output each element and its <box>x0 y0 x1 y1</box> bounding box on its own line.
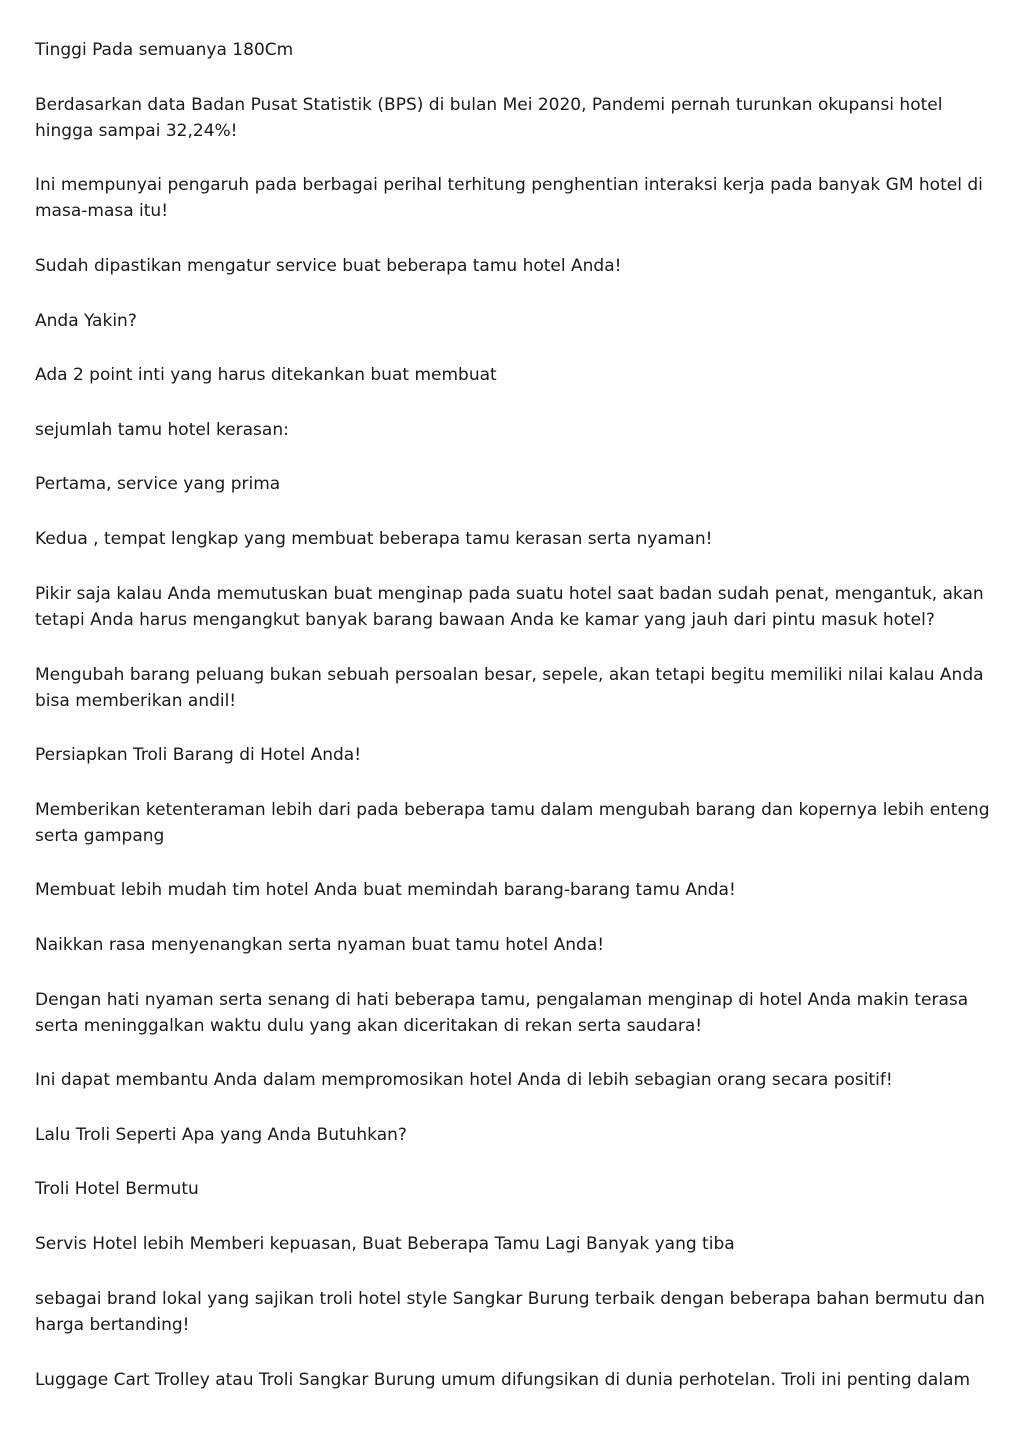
paragraph-quality-trolley: Troli Hotel Bermutu <box>35 1179 199 1199</box>
paragraph-benefit-comfort: Memberikan ketenteraman lebih dari pada beberapa tamu dalam mengubah barang dan kopernya lebih enteng serta gampang <box>35 800 990 846</box>
paragraph-bps-statistic: Berdasarkan data Badan Pusat Statistik (BPS) di bulan Mei 2020, Pandemi pernah turunkan okupansi hotel hingga sampai 32,24%! <box>35 95 943 141</box>
paragraph-promotion: Ini dapat membantu Anda dalam mempromosikan hotel Anda di lebih sebagian orang secara positif! <box>35 1070 893 1090</box>
paragraph-experience: Dengan hati nyaman serta senang di hati beberapa tamu, pengalaman menginap di hotel Anda makin terasa serta meninggalkan waktu dulu yang akan diceritakan di rekan serta saudara! <box>35 990 969 1036</box>
paragraph-local-brand: sebagai brand lokal yang sajikan troli hotel style Sangkar Burung terbaik dengan beberapa bahan bermutu dan harga bertanding! <box>35 1289 985 1335</box>
paragraph-moving-luggage: Mengubah barang peluang bukan sebuah persoalan besar, sepele, akan tetapi begitu memiliki nilai kalau Anda bisa memberikan andil! <box>35 665 984 711</box>
paragraph-luggage-cart: Luggage Cart Trolley atau Troli Sangkar Burung umum difungsikan di dunia perhotelan. Troli ini penting dalam <box>35 1370 971 1390</box>
paragraph-second-point: Kedua , tempat lengkap yang membuat beberapa tamu kerasan serta nyaman! <box>35 529 713 549</box>
paragraph-two-points: Ada 2 point inti yang harus ditekankan buat membuat <box>35 365 497 385</box>
paragraph-imagine-scenario: Pikir saja kalau Anda memutuskan buat menginap pada suatu hotel saat badan sudah penat, mengantuk, akan tetapi Anda harus mengangkut banyak barang bawaan Anda ke kamar yang jauh dari pintu masuk hotel? <box>35 584 984 630</box>
paragraph-which-trolley: Lalu Troli Seperti Apa yang Anda Butuhkan? <box>35 1125 407 1145</box>
paragraph-first-point: Pertama, service yang prima <box>35 474 281 494</box>
paragraph-height-note: Tinggi Pada semuanya 180Cm <box>35 40 294 60</box>
paragraph-hotel-service: Servis Hotel lebih Memberi kepuasan, Buat Beberapa Tamu Lagi Banyak yang tiba <box>35 1234 735 1254</box>
paragraph-influence: Ini mempunyai pengaruh pada berbagai perihal terhitung penghentian interaksi kerja pada banyak GM hotel di masa-masa itu! <box>35 175 983 221</box>
paragraph-guests-comfortable: sejumlah tamu hotel kerasan: <box>35 420 289 440</box>
paragraph-service-setup: Sudah dipastikan mengatur service buat beberapa tamu hotel Anda! <box>35 256 622 276</box>
paragraph-benefit-pleasure: Naikkan rasa menyenangkan serta nyaman buat tamu hotel Anda! <box>35 935 605 955</box>
paragraph-question: Anda Yakin? <box>35 311 137 331</box>
paragraph-benefit-team: Membuat lebih mudah tim hotel Anda buat memindah barang-barang tamu Anda! <box>35 880 736 900</box>
paragraph-prepare-trolley: Persiapkan Troli Barang di Hotel Anda! <box>35 745 362 765</box>
